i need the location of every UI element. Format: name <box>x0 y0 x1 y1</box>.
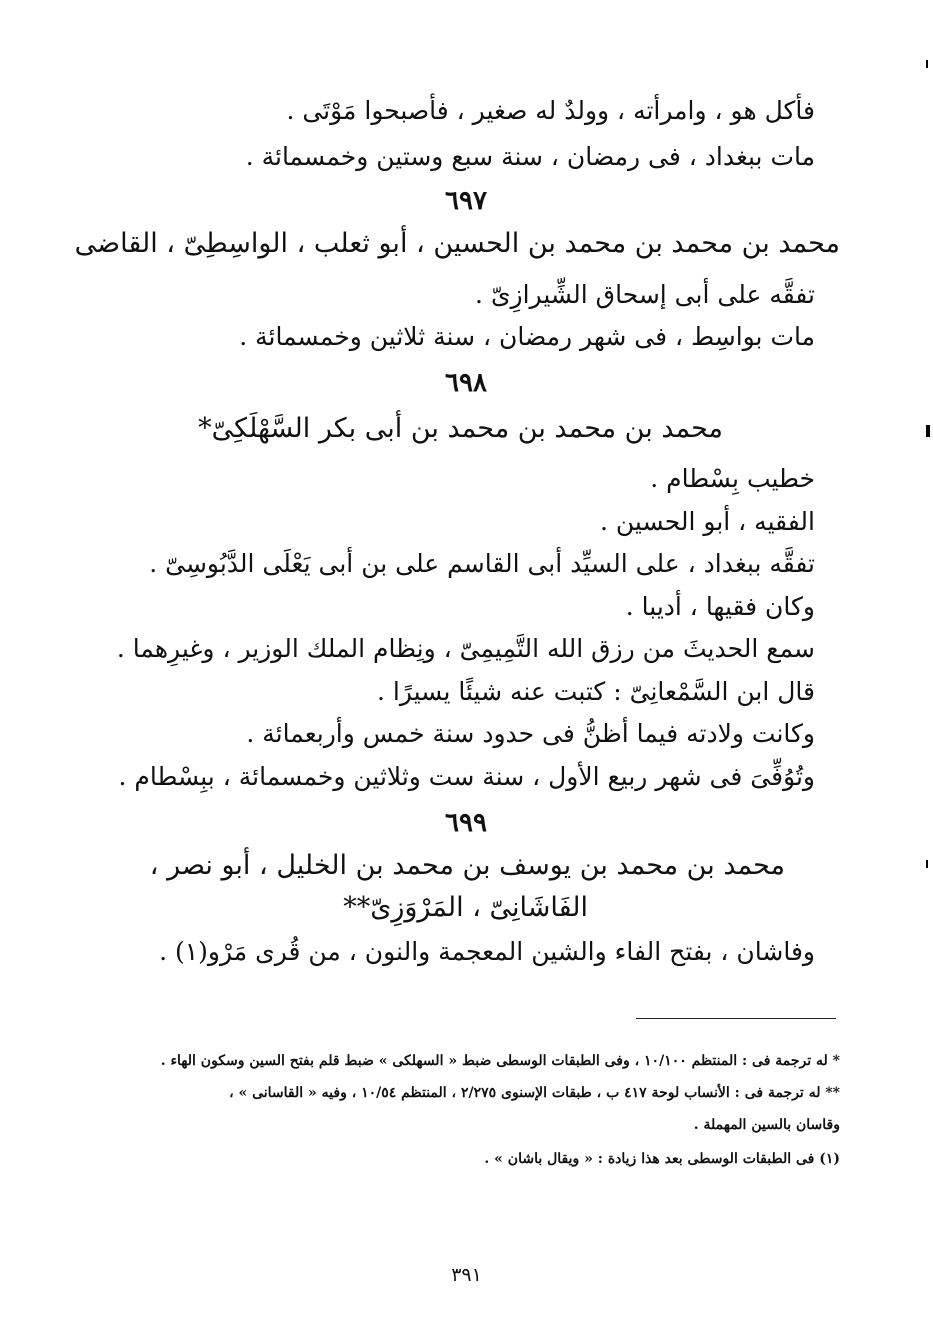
footnote-separator <box>636 1018 836 1019</box>
text-line: تفقَّه ببغداد ، على السيِّد أبى القاسم على بن أبى يَعْلَى الدَّبُوسِىّ . <box>149 549 815 578</box>
footnote: * له ترجمة فى : المنتظم ١٠/١٠٠ ، وفى الطبقات الوسطى ضبط « السهلكى » ضبط قلم بفتح السين وسكون الهاء . <box>160 1053 840 1069</box>
text-line: قال ابن السَّمْعانِىّ : كتبت عنه شيئًا يسيرًا . <box>376 677 815 706</box>
entry-heading: محمد بن محمد بن محمد بن الحسين ، أبو ثعلب ، الواسِطِىّ ، القاضى <box>74 228 840 259</box>
text-line: الفقيه ، أبو الحسين . <box>599 507 815 536</box>
footnote: (١) فى الطبقات الوسطى بعد هذا زيادة : « ويقال باشان » . <box>484 1151 840 1167</box>
entry-heading: محمد بن محمد بن محمد بن أبى بكر السَّهْلَكِىّ* <box>198 413 723 444</box>
text-line: تفقَّه على أبى إسحاق الشِّيرازِىّ . <box>475 280 815 309</box>
scan-edge-mark <box>926 425 930 437</box>
text-line: خطيب بِسْطام . <box>650 464 815 493</box>
text-line: فأكل هو ، وامرأته ، وولدٌ له صغير ، فأصبحوا مَوْتَى . <box>286 96 815 125</box>
text-line: وفاشان ، بفتح الفاء والشين المعجمة والنون ، من قُرى مَرْو(١) . <box>159 937 815 966</box>
text-line: وكان فقيها ، أديبا . <box>625 592 815 621</box>
footnote: ** له ترجمة فى : الأنساب لوحة ٤١٧ ب ، طبقات الإسنوى ٢/٢٧٥ ، المنتظم ١٠/٥٤ ، وفيه « القاسانى » ، <box>229 1085 840 1101</box>
scan-edge-mark <box>926 860 928 868</box>
entry-heading: محمد بن محمد بن يوسف بن محمد بن الخليل ، أبو نصر ، <box>149 850 785 881</box>
scan-edge-mark <box>926 60 928 68</box>
entry-heading: الفَاشَانِىّ ، المَرْوَزِىّ** <box>343 892 588 923</box>
text-line: سمع الحديثَ من رزق الله التَّمِيمِىّ ، ونِظام الملك الوزير ، وغيرِهما . <box>116 634 815 663</box>
text-line: وكانت ولادته فيما أظنُّ فى حدود سنة خمس وأربعمائة . <box>246 719 815 748</box>
footnote: وقاسان بالسين المهملة . <box>693 1117 840 1133</box>
entry-number: ٦٩٩ <box>445 808 487 838</box>
text-line: مات ببغداد ، فى رمضان ، سنة سبع وستين وخمسمائة . <box>245 142 815 171</box>
text-line: وتُوُفِّىَ فى شهر ربيع الأول ، سنة ست وثلاثين وخمسمائة ، ببِسْطام . <box>118 762 815 791</box>
text-line: مات بواسِط ، فى شهر رمضان ، سنة ثلاثين وخمسمائة . <box>239 322 815 351</box>
entry-number: ٦٩٨ <box>445 368 487 398</box>
page-number: ٣٩١ <box>451 1264 482 1286</box>
entry-number: ٦٩٧ <box>445 186 487 216</box>
